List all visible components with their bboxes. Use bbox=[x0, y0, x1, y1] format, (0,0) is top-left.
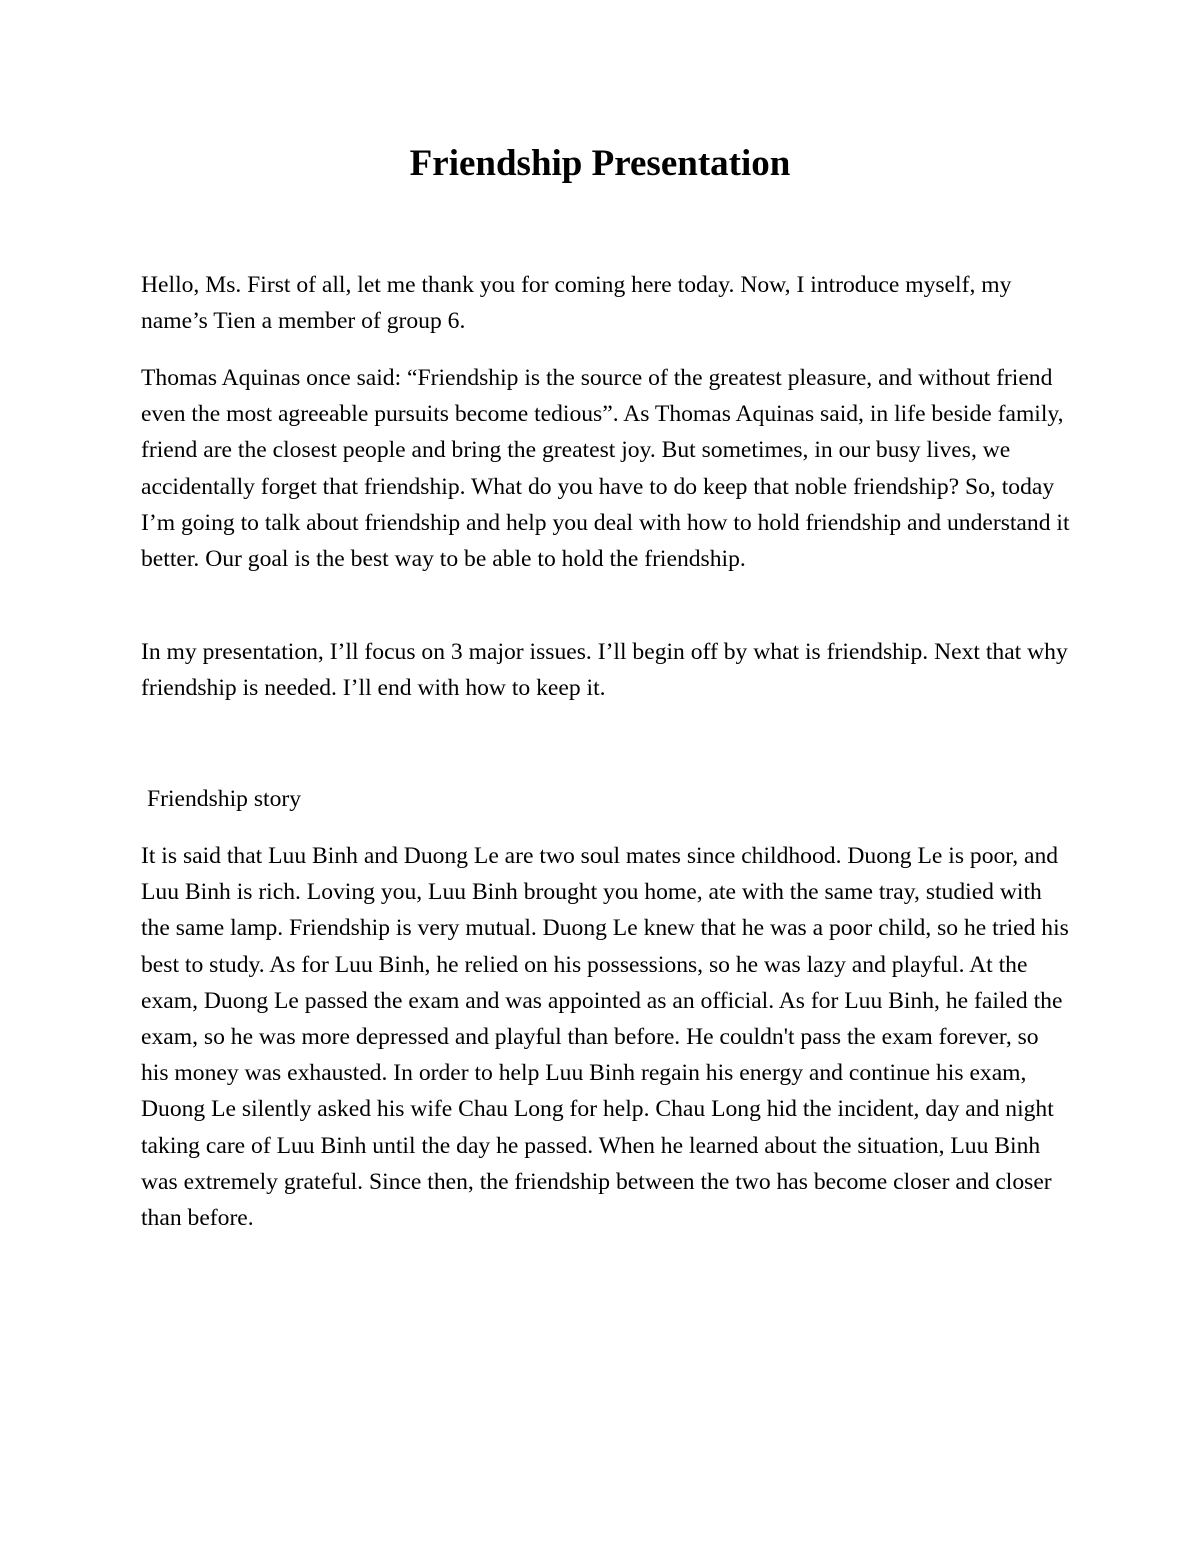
quote-paragraph: Thomas Aquinas once said: “Friendship is the source of the greatest pleasure, and without friend even the most agreeable pursuits become tedious”. As Thomas Aquinas said, in life beside family, friend are the closest people and bring the greatest joy. But sometimes, in our busy lives, we accidentally forget that friendship. What do you have to do keep that noble friendship? So, today I’m going to talk about friendship and help you deal with how to hold friendship and understand it better. Our goal is the best way to be able to hold the friendship. bbox=[141, 365, 1070, 573]
story-paragraph: It is said that Luu Binh and Duong Le are two soul mates since childhood. Duong Le is poor, and Luu Binh is rich. Loving you, Luu Binh brought you home, ate with the same tray, studied with the same lamp. Friendship is very mutual. Duong Le knew that he was a poor child, so he tried his best to study. As for Luu Binh, he relied on his possessions, so he was lazy and playful. At the exam, Duong Le passed the exam and was appointed as an official. As for Luu Binh, he failed the exam, so he was more depressed and playful than before. He couldn't pass the exam forever, so his money was exhausted. In order to help Luu Binh regain his energy and continue his exam, Duong Le silently asked his wife Chau Long for help. Chau Long hid the incident, day and night taking care of Luu Binh until the day he passed. When he learned about the situation, Luu Binh was extremely grateful. Since then, the friendship between the two has become closer and closer than before. bbox=[141, 843, 1069, 1232]
document-title: Friendship Presentation bbox=[409, 143, 791, 184]
outline-paragraph: In my presentation, I’ll focus on 3 major issues. I’ll begin off by what is friendship. Next that why friendship is needed. I’ll end with how to keep it. bbox=[141, 639, 1068, 702]
section-heading: Friendship story bbox=[147, 786, 302, 812]
intro-paragraph: Hello, Ms. First of all, let me thank you for coming here today. Now, I introduce myself, my name’s Tien a member of group 6. bbox=[141, 272, 1012, 335]
